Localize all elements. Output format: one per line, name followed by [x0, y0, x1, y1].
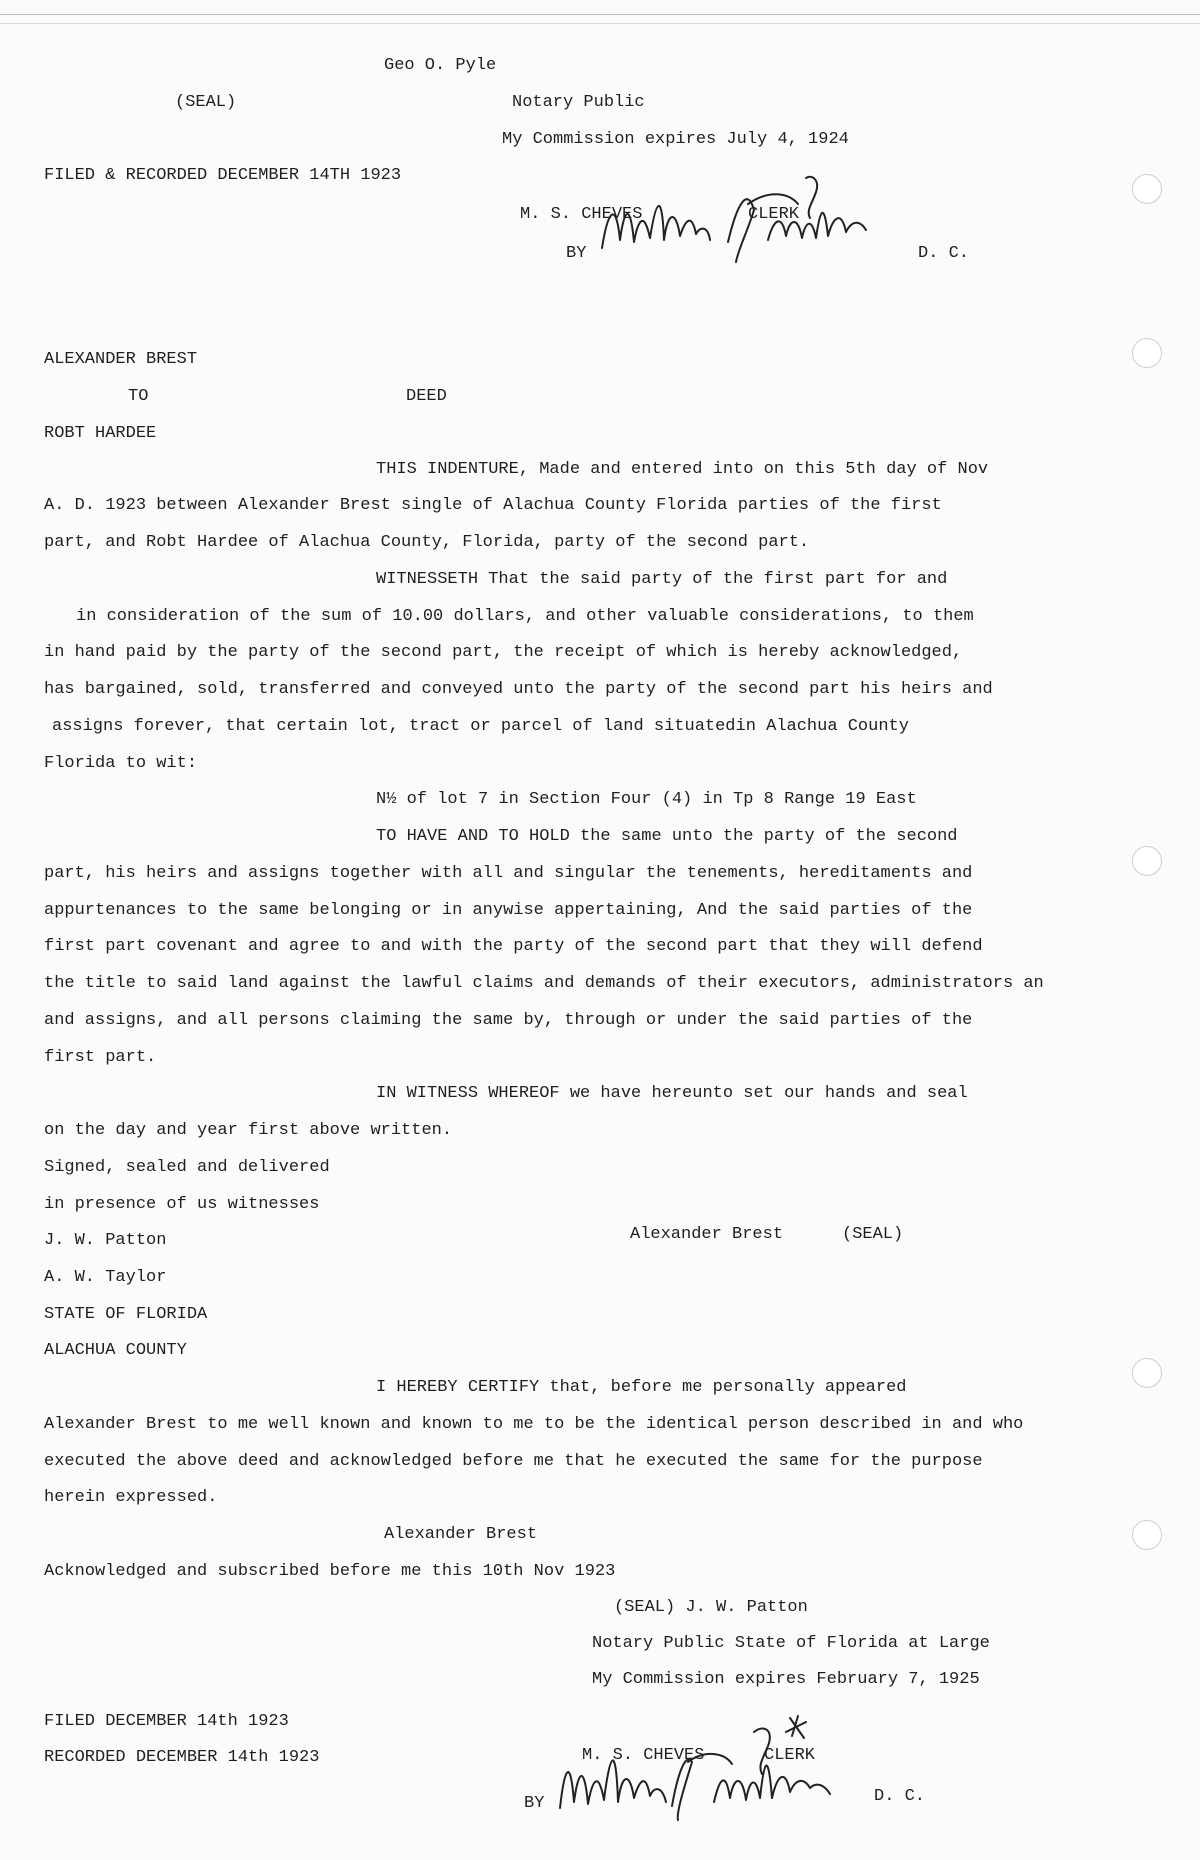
body-line: WITNESSETH That the said party of the first part for and [376, 570, 948, 589]
binder-hole [1132, 1520, 1162, 1550]
ack-line: executed the above deed and acknowledged before me that he executed the same for the purpose [44, 1452, 983, 1471]
witnesses-line: in presence of us witnesses [44, 1195, 320, 1214]
ack-signer: Alexander Brest [384, 1525, 538, 1544]
witness-1: J. W. Patton [44, 1231, 167, 1250]
notary-bottom-commission: My Commission expires February 7, 1925 [592, 1670, 980, 1689]
grantor-name: ALEXANDER BREST [44, 350, 198, 369]
clerk-top-name: M. S. CHEVES [520, 205, 643, 224]
deputy-clerk-signature-bottom [554, 1712, 854, 1832]
body-line: and assigns, and all persons claiming the same by, through or under the said parties of the [44, 1011, 973, 1030]
binder-hole [1132, 174, 1162, 204]
witness-2: A. W. Taylor [44, 1268, 167, 1287]
body-line: the title to said land against the lawful claims and demands of their executors, administrators an [44, 974, 1044, 993]
clerk-top-by: BY [566, 244, 587, 263]
notary-top-name: Geo O. Pyle [384, 56, 497, 75]
body-line: in consideration of the sum of 10.00 dollars, and other valuable considerations, to them [76, 607, 974, 626]
signed-sealed-line: Signed, sealed and delivered [44, 1158, 330, 1177]
body-line: assigns forever, that certain lot, tract or parcel of land situatedin Alachua County [52, 717, 909, 736]
grantee-name: ROBT HARDEE [44, 424, 157, 443]
notary-bottom-name: (SEAL) J. W. Patton [614, 1598, 808, 1617]
notary-top-commission: My Commission expires July 4, 1924 [502, 130, 849, 149]
body-line: first part. [44, 1048, 157, 1067]
filed-bottom: FILED DECEMBER 14th 1923 [44, 1712, 289, 1731]
filed-recorded-top: FILED & RECORDED DECEMBER 14TH 1923 [44, 166, 402, 185]
instrument-type: DEED [406, 387, 447, 406]
grantor-seal: (SEAL) [842, 1225, 904, 1244]
body-line: THIS INDENTURE, Made and entered into on this 5th day of Nov [376, 460, 989, 479]
body-line: appurtenances to the same belonging or in anywise appertaining, And the said parties of the [44, 901, 973, 920]
body-line: has bargained, sold, transferred and conveyed unto the party of the second part his heirs and [44, 680, 993, 699]
binder-hole [1132, 1358, 1162, 1388]
notary-bottom-title: Notary Public State of Florida at Large [592, 1634, 990, 1653]
binder-hole [1132, 846, 1162, 876]
body-line: IN WITNESS WHEREOF we have hereunto set our hands and seal [376, 1084, 968, 1103]
clerk-bottom-name: M. S. CHEVES [582, 1746, 705, 1765]
notary-top-title: Notary Public [512, 93, 645, 112]
binder-hole [1132, 338, 1162, 368]
state-line: STATE OF FLORIDA [44, 1305, 208, 1324]
party-to: TO [128, 387, 149, 406]
clerk-top-dc: D. C. [918, 244, 970, 263]
clerk-top-title: CLERK [748, 205, 800, 224]
property-description: N½ of lot 7 in Section Four (4) in Tp 8 Range 19 East [376, 790, 917, 809]
body-line: part, and Robt Hardee of Alachua County, Florida, party of the second part. [44, 533, 810, 552]
body-line: first part covenant and agree to and with the party of the second part that they will defend [44, 937, 983, 956]
clerk-bottom-dc: D. C. [874, 1787, 926, 1806]
recorded-bottom: RECORDED DECEMBER 14th 1923 [44, 1748, 320, 1767]
body-line: Florida to wit: [44, 754, 198, 773]
ack-subscribed: Acknowledged and subscribed before me this 10th Nov 1923 [44, 1562, 616, 1581]
body-line: TO HAVE AND TO HOLD the same unto the party of the second [376, 827, 958, 846]
notary-top-seal: (SEAL) [175, 93, 237, 112]
body-line: in hand paid by the party of the second part, the receipt of which is hereby acknowledged, [44, 643, 963, 662]
county-line: ALACHUA COUNTY [44, 1341, 187, 1360]
body-line: A. D. 1923 between Alexander Brest single of Alachua County Florida parties of the first [44, 496, 942, 515]
page-top-rule [0, 14, 1200, 24]
deputy-clerk-signature-top [598, 170, 888, 270]
ack-line: I HEREBY CERTIFY that, before me personally appeared [376, 1378, 907, 1397]
body-line: part, his heirs and assigns together with all and singular the tenements, hereditaments and [44, 864, 973, 883]
ack-line: herein expressed. [44, 1488, 218, 1507]
grantor-signature: Alexander Brest [630, 1225, 784, 1244]
clerk-bottom-title: CLERK [764, 1746, 816, 1765]
clerk-bottom-by: BY [524, 1794, 545, 1813]
body-line: on the day and year first above written. [44, 1121, 453, 1140]
ack-line: Alexander Brest to me well known and known to me to be the identical person described in and who [44, 1415, 1024, 1434]
